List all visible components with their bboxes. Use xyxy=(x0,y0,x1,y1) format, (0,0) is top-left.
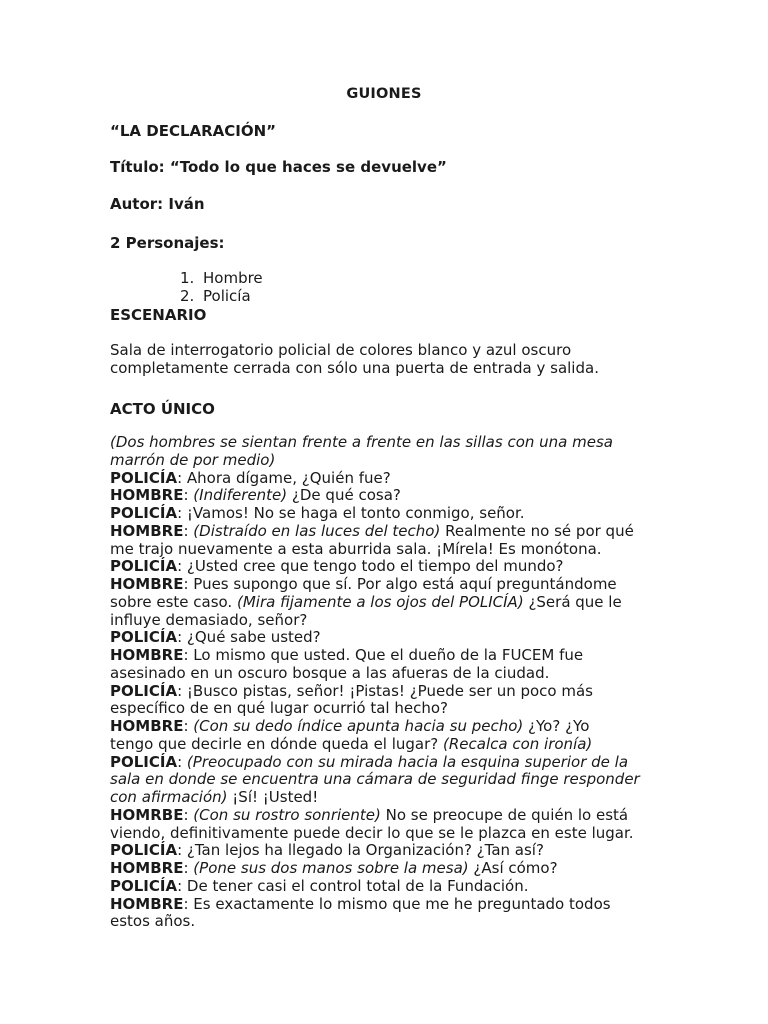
script-dialogue xyxy=(110,434,670,931)
dialogue-text: : ¿Usted cree que tengo todo el tiempo del mundo? xyxy=(177,557,564,576)
speaker-name: HOMRBE xyxy=(110,805,184,824)
dialogue-text: : Lo mismo que usted. Que el dueño de la FUCEM fue xyxy=(183,646,584,664)
script-line xyxy=(110,612,670,630)
dialogue-text: : xyxy=(183,717,194,735)
dialogue-text: : xyxy=(183,486,194,505)
dialogue-text: estos años. xyxy=(110,912,196,931)
script-line xyxy=(110,594,670,612)
act-heading: ACTO ÚNICO xyxy=(110,400,215,418)
script-line xyxy=(110,541,670,559)
script-line xyxy=(110,470,670,488)
script-line xyxy=(110,700,670,718)
stage-direction: (Distraído en las luces del techo) xyxy=(193,521,441,540)
speaker-name: POLICÍA xyxy=(110,752,178,771)
speaker-name: HOMBRE xyxy=(110,575,184,593)
script-line xyxy=(110,647,670,665)
speaker-name: HOMBRE xyxy=(110,486,184,505)
speaker-name: HOMBRE xyxy=(110,717,184,735)
speaker-name: HOMBRE xyxy=(110,646,184,664)
script-line xyxy=(110,754,670,772)
dialogue-text: : xyxy=(183,805,194,824)
script-line xyxy=(110,665,670,683)
speaker-name: POLICÍA xyxy=(110,841,178,860)
script-line xyxy=(110,452,670,470)
dialogue-text: : Es exactamente lo mismo que me he preguntado todos xyxy=(183,894,611,913)
script-line xyxy=(110,825,670,843)
script-line xyxy=(110,558,670,576)
dialogue-text: ¡Sí! ¡Usted! xyxy=(227,788,319,806)
dialogue-text: : Pues supongo que sí. Por algo está aquí preguntándome xyxy=(183,575,617,593)
speaker-name: POLICÍA xyxy=(110,468,178,487)
dialogue-text: ¿De qué cosa? xyxy=(287,486,401,505)
dialogue-text: : ¡Busco pistas, señor! ¡Pistas! ¿Puede ser un poco más xyxy=(177,681,593,700)
stage-direction: (Mira fijamente a los ojos del POLICÍA) xyxy=(236,592,524,611)
script-line xyxy=(110,913,670,931)
script-line xyxy=(110,629,670,647)
speaker-name: POLICÍA xyxy=(110,557,178,576)
stage-direction: (Dos hombres se sientan frente a frente en las sillas con una mesa xyxy=(110,433,613,451)
script-line xyxy=(110,505,670,523)
speaker-name: HOMBRE xyxy=(110,859,184,877)
script-line xyxy=(110,807,670,825)
script-line xyxy=(110,523,670,541)
script-line xyxy=(110,736,670,754)
list-item xyxy=(180,269,263,287)
speaker-name: POLICÍA xyxy=(110,876,178,895)
setting-line: completamente cerrada con sólo una puerta de entrada y salida. xyxy=(110,358,599,377)
dialogue-text: : ¿Tan lejos ha llegado la Organización? ¿Tan así? xyxy=(177,841,544,860)
stage-direction: (Indiferente) xyxy=(193,486,288,505)
script-line xyxy=(110,771,670,789)
setting-line: Sala de interrogatorio policial de colores blanco y azul oscuro xyxy=(110,341,572,359)
dialogue-text: : xyxy=(183,859,194,877)
play-subtitle: Título: “Todo lo que haces se devuelve” xyxy=(110,158,447,176)
stage-direction: con afirmación) xyxy=(110,788,228,806)
stage-direction: marrón de por medio) xyxy=(110,450,276,469)
script-line xyxy=(110,718,670,736)
setting-description xyxy=(110,342,670,378)
stage-direction: (Recalca con ironía) xyxy=(443,734,593,753)
dialogue-text: : xyxy=(183,521,194,540)
script-line xyxy=(110,860,670,878)
speaker-name: POLICÍA xyxy=(110,628,178,647)
stage-direction: (Con su rostro sonriente) xyxy=(193,805,381,824)
dialogue-text: viendo, definitivamente puede decir lo que se le plazca en este lugar. xyxy=(110,823,634,842)
dialogue-text: : Ahora dígame, ¿Quién fue? xyxy=(177,468,391,487)
setting-heading: ESCENARIO xyxy=(110,306,207,324)
character-name: Policía xyxy=(203,287,251,305)
characters-heading: 2 Personajes: xyxy=(110,234,225,252)
list-number: 2. xyxy=(180,287,195,305)
characters-list xyxy=(180,269,263,305)
dialogue-text: me trajo nuevamente a esta aburrida sala. ¡Mírela! Es monótona. xyxy=(110,539,602,558)
play-author: Autor: Iván xyxy=(110,195,205,213)
stage-direction: sala en donde se encuentra una cámara de seguridad finge responder xyxy=(110,770,640,789)
script-line xyxy=(110,576,670,594)
list-item xyxy=(180,287,263,305)
script-line xyxy=(110,896,670,914)
dialogue-text: : xyxy=(177,752,187,771)
speaker-name: POLICÍA xyxy=(110,681,178,700)
speaker-name: POLICÍA xyxy=(110,504,178,522)
dialogue-text: No se preocupe de quién lo está xyxy=(380,805,629,824)
dialogue-text: ¿Será que le xyxy=(523,592,622,611)
dialogue-text: ¿Así cómo? xyxy=(468,859,558,877)
script-line xyxy=(110,878,670,896)
stage-direction: (Con su dedo índice apunta hacia su pecho) xyxy=(193,717,524,735)
dialogue-text: : ¿Qué sabe usted? xyxy=(177,628,321,647)
dialogue-text: : De tener casi el control total de la Fundación. xyxy=(177,876,529,895)
dialogue-text: influye demasiado, señor? xyxy=(110,610,308,629)
document-heading: GUIONES xyxy=(346,86,422,102)
script-line xyxy=(110,434,670,452)
script-line xyxy=(110,487,670,505)
speaker-name: HOMBRE xyxy=(110,894,184,913)
speaker-name: HOMBRE xyxy=(110,521,184,540)
character-name: Hombre xyxy=(203,269,263,287)
dialogue-text: Realmente no sé por qué xyxy=(440,521,634,540)
dialogue-text: : ¡Vamos! No se haga el tonto conmigo, señor. xyxy=(177,504,525,522)
script-line xyxy=(110,683,670,701)
list-number: 1. xyxy=(180,269,195,287)
dialogue-text: asesinado en un oscuro bosque a las afueras de la ciudad. xyxy=(110,663,550,682)
dialogue-text: tengo que decirle en dónde queda el lugar? xyxy=(110,734,444,753)
stage-direction: (Preocupado con su mirada hacia la esquina superior de la xyxy=(186,752,629,771)
dialogue-text: específico de en qué lugar ocurrió tal hecho? xyxy=(110,699,448,718)
dialogue-text: sobre este caso. xyxy=(110,592,237,611)
script-line xyxy=(110,842,670,860)
dialogue-text: ¿Yo? ¿Yo xyxy=(523,717,590,735)
play-title: “LA DECLARACIÓN” xyxy=(110,122,277,140)
script-line xyxy=(110,789,670,807)
stage-direction: (Pone sus dos manos sobre la mesa) xyxy=(193,859,469,877)
